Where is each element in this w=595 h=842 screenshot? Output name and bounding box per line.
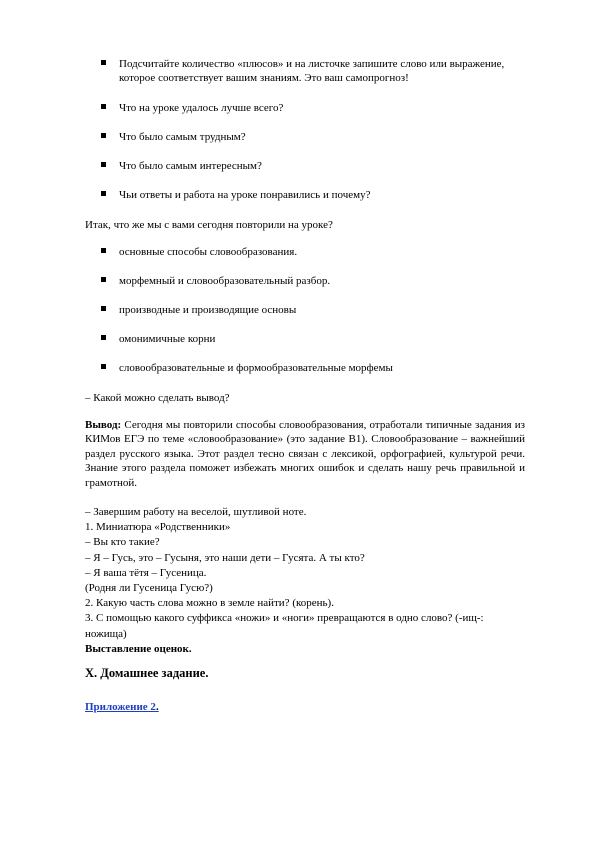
list-item-text: Подсчитайте количество «плюсов» и на листочке запишите слово или выражение, которое соответствует вашим знаниям. Это ваш самопрогноз!	[119, 58, 505, 85]
list-item-text: Что было самым трудным?	[119, 131, 246, 143]
text-line: – Вы кто такие?	[85, 536, 160, 549]
section-heading: X. Домашнее задание.	[85, 666, 209, 680]
text-line: – Завершим работу на веселой, шутливой ноте.	[85, 506, 307, 518]
appendix-link-suffix: .	[155, 701, 159, 713]
conclusion-label: Вывод:	[85, 419, 122, 431]
text-line: 1. Миниатюра «Родственники»	[85, 521, 231, 534]
bullet-marker	[101, 248, 106, 253]
appendix-link-text[interactable]: Приложение 2	[85, 701, 156, 713]
list-item-text: словообразовательные и формообразовательные морфемы	[119, 362, 393, 374]
conclusion-text: Сегодня мы повторили способы словообразования, отработали типичные задания из КИМов ЕГЭ по теме «словообразование» (это задание В1). Словообразование – важнейший раздел русского языка. Этот раздел тесно связан с лексикой, орфографией, культурой речи. Знание этого раздела поможет избежать многих ошибок и сделать нашу речь правильной и грамотной.	[85, 419, 525, 489]
conclusion-paragraph	[85, 418, 525, 490]
closing-section	[85, 505, 525, 657]
appendix-link[interactable]	[85, 700, 159, 714]
list-item-text: основные способы словообразования.	[119, 246, 298, 258]
bullet-marker	[101, 162, 106, 167]
list-item-text: Что на уроке удалось лучше всего?	[119, 102, 284, 114]
grades-line	[85, 642, 525, 657]
text-line: – Я – Гусь, это – Гусыня, это наши дети – Гусята. А ты кто?	[85, 551, 365, 564]
list-item	[103, 159, 523, 173]
list-item	[103, 188, 523, 202]
list-item	[103, 57, 523, 86]
grades-text: Выставление оценок.	[85, 642, 192, 655]
list-item-text: Что было самым интересным?	[119, 160, 262, 172]
list-item	[103, 361, 523, 375]
text-line: ножища)	[85, 627, 127, 640]
bullet-marker	[101, 364, 106, 369]
bullet-marker	[101, 191, 106, 196]
list-item	[103, 245, 523, 259]
question-paragraph: Итак, что же мы с вами сегодня повторили на уроке?	[85, 219, 333, 231]
list-item	[103, 101, 523, 115]
list-item-text: морфемный и словообразовательный разбор.	[119, 275, 331, 287]
list-item	[103, 332, 523, 346]
list-item-text: омонимичные корни	[119, 333, 216, 345]
list-item	[103, 130, 523, 144]
text-line: (Родня ли Гусеница Гусю?)	[85, 581, 213, 594]
list-item-text: производные и производящие основы	[119, 304, 297, 316]
bullet-marker	[101, 104, 106, 109]
bullet-marker	[101, 306, 106, 311]
bullet-marker	[101, 60, 106, 65]
list-item	[103, 274, 523, 288]
bullet-marker	[101, 335, 106, 340]
bullet-marker	[101, 133, 106, 138]
conclusion-question: – Какой можно сделать вывод?	[85, 392, 230, 404]
text-line: – Я ваша тётя – Гусеница.	[85, 566, 207, 579]
list-item	[103, 303, 523, 317]
text-line: 3. С помощью какого суффикса «ножи» и «ноги» превращаются в одно слово? (-ищ-:	[85, 612, 484, 625]
text-line: 2. Какую часть слова можно в земле найти? (корень).	[85, 597, 334, 610]
bullet-marker	[101, 277, 106, 282]
list-item-text: Чьи ответы и работа на уроке понравились и почему?	[119, 189, 371, 201]
